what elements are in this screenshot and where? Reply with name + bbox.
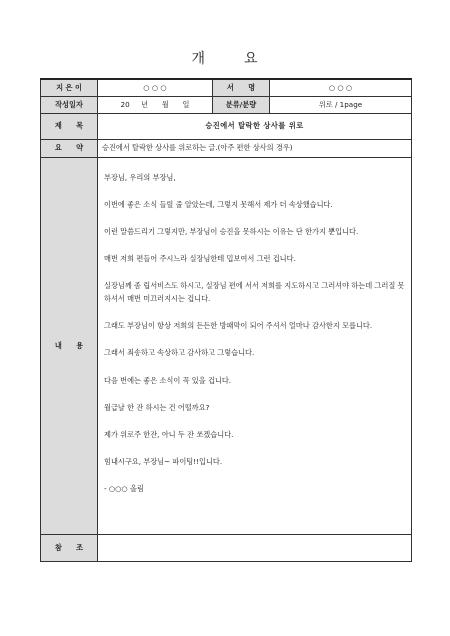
date-year-unit: 년 xyxy=(141,99,149,109)
content-paragraph: 그래도 부장님이 항상 저희의 든든한 방패막이 되어 주셔서 얼마나 감사한지 모릅니다. xyxy=(104,321,373,331)
content-paragraph: 부장님, 우리의 부장님, xyxy=(104,172,176,182)
content-paragraph: - ○○○ 올림 xyxy=(104,484,144,494)
date-day-unit: 일 xyxy=(182,99,190,109)
content-paragraph: 월급날 한 잔 하시는 건 어떨까요? xyxy=(104,402,210,412)
reference-value xyxy=(98,534,412,561)
category-value: 위로 / 1page xyxy=(270,96,412,113)
reference-label: 참 조 xyxy=(41,534,98,561)
category-label: 분류/분량 xyxy=(213,96,270,113)
subject-value: 승진에서 탈락한 상사를 위로 xyxy=(98,113,412,139)
content-paragraph: 실장님께 좀 립서비스도 하시고, 실장님 편에 서서 저희를 지도하시고 그러셔야 하는데 그러질 못하셔서 매번 미끄러지시는 겁니다. xyxy=(104,281,405,304)
author-value: ○ ○ ○ xyxy=(98,79,213,96)
summary-label: 요 약 xyxy=(41,139,98,157)
signature-label: 서 명 xyxy=(213,79,270,96)
content-paragraph: 이런 말씀드리기 그렇지만, 부장님이 승진을 못하시는 이유는 단 한가지 뿐입니다. xyxy=(104,226,359,236)
date-month-unit: 월 xyxy=(161,99,169,109)
row-author xyxy=(41,79,412,96)
author-label: 지 은 이 xyxy=(41,79,98,96)
content-body xyxy=(98,157,412,534)
title-part-2: 요 xyxy=(244,51,259,67)
summary-value: 승진에서 탈락한 상사를 위로하는 글.(아주 편한 상사의 경우) xyxy=(98,139,412,157)
row-content xyxy=(41,157,412,534)
content-label: 내 용 xyxy=(41,157,98,534)
row-subject xyxy=(41,113,412,139)
row-summary xyxy=(41,139,412,157)
title-part-1: 개 xyxy=(191,51,206,67)
row-date xyxy=(41,96,412,113)
subject-label: 제 목 xyxy=(41,113,98,139)
signature-value: ○ ○ ○ xyxy=(270,79,412,96)
document-title xyxy=(0,48,450,68)
content-paragraph: 힘내시구요, 부장님~ 파이팅!!입니다. xyxy=(104,457,223,467)
content-paragraph: 매번 저희 편들어 주시느라 실장님한테 밉보여서 그런 겁니다. xyxy=(104,254,296,264)
date-label: 작성일자 xyxy=(41,96,98,113)
content-paragraph: 그래서 죄송하고 속상하고 감사하고 그렇습니다. xyxy=(104,348,255,358)
row-reference xyxy=(41,534,412,561)
content-paragraph: 이번에 좋은 소식 들릴 줄 알았는데, 그렇지 못해서 제가 더 속상했습니다. xyxy=(104,199,333,209)
content-paragraph: 제가 위로주 한잔, 아니 두 잔 쏘겠습니다. xyxy=(104,429,234,439)
date-year: 20 xyxy=(120,99,130,109)
date-value xyxy=(98,96,213,113)
content-paragraph: 다음 번에는 좋은 소식이 꼭 있을 겁니다. xyxy=(104,375,232,385)
overview-table xyxy=(40,78,412,562)
